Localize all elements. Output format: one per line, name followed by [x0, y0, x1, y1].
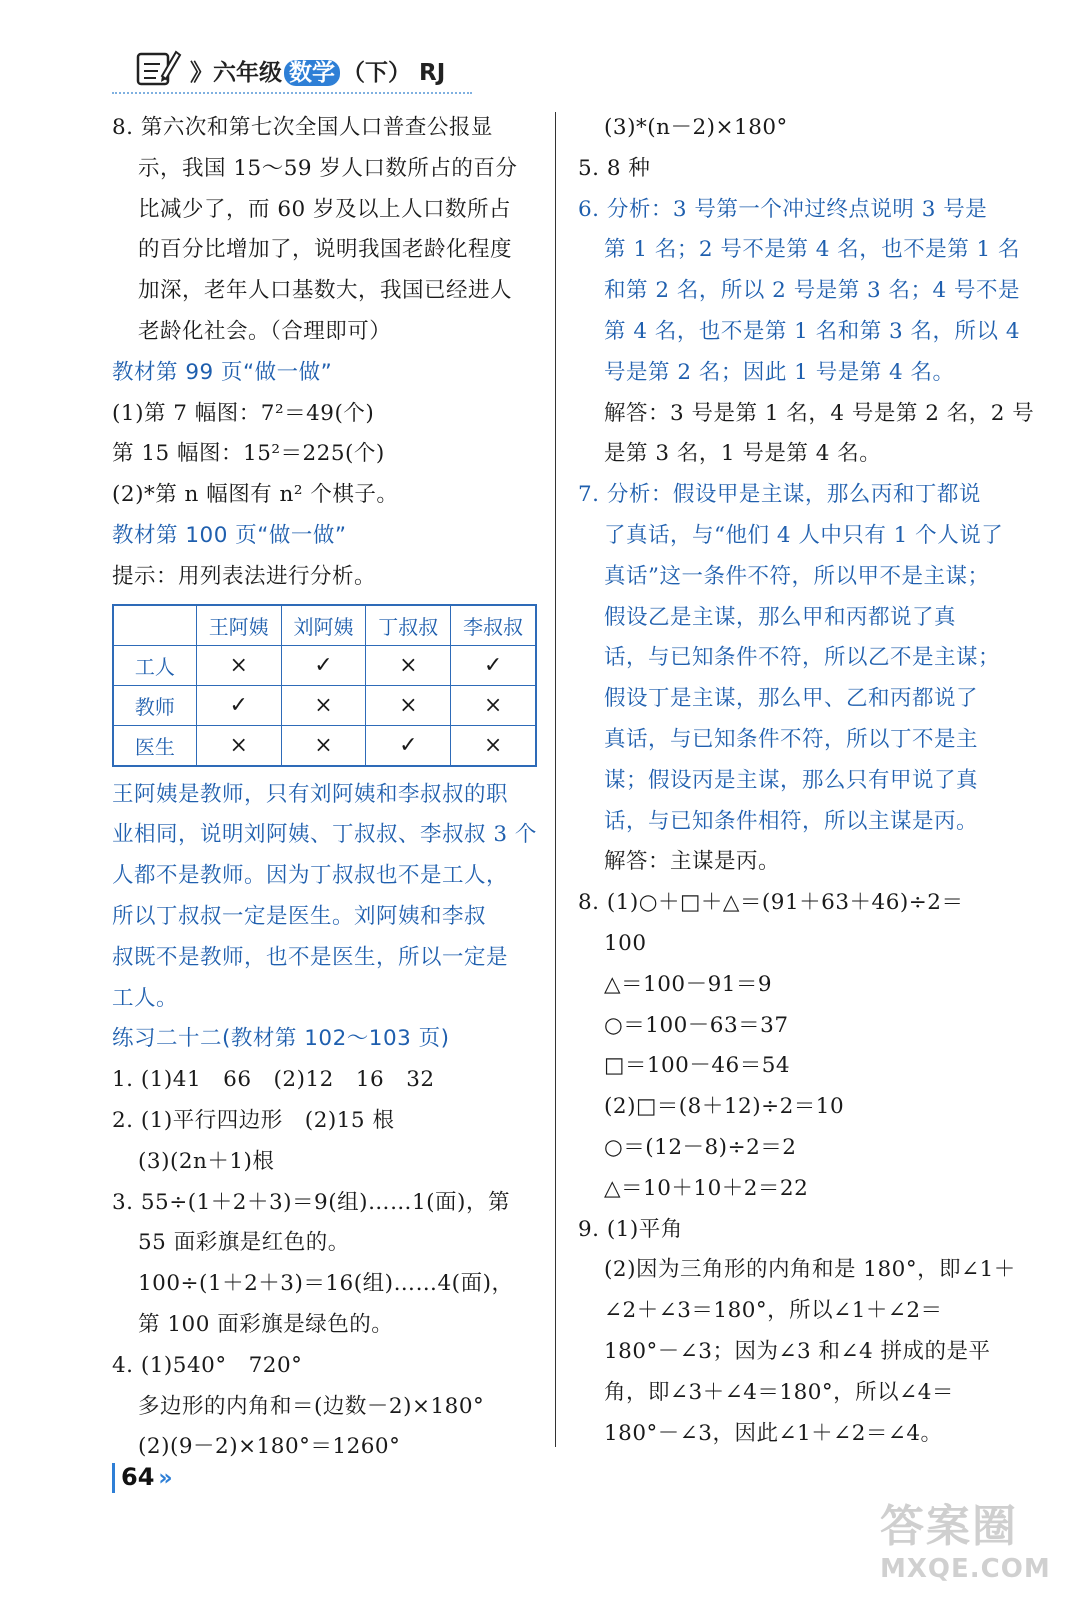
table-corner	[113, 605, 196, 646]
exercise-line: 100÷(1＋2＋3)＝16(组)……4(面)，	[138, 1271, 514, 1297]
table-cell: ×	[366, 685, 451, 725]
explain-line: 工人。	[112, 985, 179, 1011]
table-cell: ×	[366, 645, 451, 685]
page-header	[112, 40, 482, 96]
table-row	[113, 725, 536, 766]
exercise-line: (2)(9－2)×180°＝1260°	[138, 1434, 401, 1460]
q6-answer-line: 是第 3 名，1 号是第 4 名。	[604, 441, 882, 467]
table-cell: ✓	[196, 685, 281, 725]
exercise-line: (3)(2n＋1)根	[138, 1148, 275, 1174]
table-cell: ×	[196, 725, 281, 766]
q9-line: ∠2＋∠3＝180°，所以∠1＋∠2＝	[604, 1298, 943, 1324]
q7-line: 真话”这一条件不符，所以甲不是主谋；	[604, 563, 990, 589]
q8-line: 8. 第六次和第七次全国人口普查公报显	[112, 115, 493, 140]
hint-line: 提示：用列表法进行分析。	[112, 563, 377, 589]
header-prefix: 》六年级	[190, 60, 282, 86]
table-col-header: 李叔叔	[451, 605, 536, 646]
q8-line: 加深，老年人口基数大，我国已经进人	[138, 278, 513, 304]
q7-answer-line: 解答：主谋是丙。	[604, 849, 781, 875]
table-col-header: 丁叔叔	[366, 605, 451, 646]
ans99-line: 第 15 幅图：15²＝225(个)	[112, 441, 385, 467]
q9-line: (2)因为三角形的内角和是 180°，即∠1＋	[604, 1257, 1016, 1283]
exercise-line: 55 面彩旗是红色的。	[138, 1230, 350, 1256]
q7-line: 假设丁是主谋，那么甲、乙和丙都说了	[604, 686, 979, 712]
page-number-text: 64	[121, 1463, 155, 1491]
exercise-line: 多边形的内角和＝(边数－2)×180°	[138, 1393, 485, 1419]
table-row-label: 医生	[113, 725, 196, 766]
table-cell: ×	[281, 725, 366, 766]
right-column	[578, 108, 1035, 1454]
q8-line: □＝100－46＝54	[604, 1053, 791, 1079]
q6-line: 和第 2 名，所以 2 号是第 3 名；4 号不是	[604, 278, 1021, 304]
explain-line: 人都不是教师。因为丁叔叔也不是工人，	[112, 863, 509, 889]
header-subject: 数学	[284, 60, 340, 86]
double-chevron-right-icon: »	[158, 1466, 173, 1491]
column-divider	[555, 112, 556, 1447]
q6-answer-line: 解答：3 号是第 1 名，4 号是第 2 名，2 号	[604, 400, 1035, 426]
explain-line: 叔既不是教师，也不是医生，所以一定是	[112, 944, 509, 970]
q9-line: 180°－∠3；因为∠3 和∠4 拼成的是平	[604, 1338, 991, 1364]
table-cell: ✓	[366, 725, 451, 766]
q8-line: 的百分比增加了，说明我国老龄化程度	[138, 237, 513, 263]
table-header-row	[113, 605, 536, 646]
q8-line: 8. (1)○＋□＋△＝(91＋63＋46)÷2＝	[578, 890, 964, 916]
table-row-label: 教师	[113, 685, 196, 725]
q7-line: 谋；假设丙是主谋，那么只有甲说了真	[604, 767, 979, 793]
watermark	[880, 1490, 1065, 1590]
q8-line: △＝100－91＝9	[604, 971, 773, 997]
explain-line: 所以丁叔叔一定是医生。刘阿姨和李叔	[112, 903, 487, 929]
page-number	[112, 1463, 173, 1493]
table-cell: ×	[281, 685, 366, 725]
q8-line: ○＝100－63＝37	[604, 1012, 789, 1038]
table-cell: ×	[451, 725, 536, 766]
answer-line: (3)*(n－2)×180°	[604, 115, 788, 140]
q8-line: △＝10＋10＋2＝22	[604, 1175, 809, 1201]
q7-line: 了真话，与“他们 4 人中只有 1 个人说了	[604, 522, 1004, 548]
exercise-line: 4. (1)540° 720°	[112, 1352, 303, 1378]
watermark-text: 答案圈	[880, 1501, 1018, 1552]
q6-line: 6. 分析：3 号第一个冲过终点说明 3 号是	[578, 196, 988, 222]
header-suffix: （下） RJ	[342, 60, 446, 86]
exercise-line: 1. (1)41 66 (2)12 16 32	[112, 1067, 435, 1093]
q8-line: 100	[604, 930, 647, 956]
q8-line: 示，我国 15～59 岁人口数所占的百分	[138, 155, 518, 181]
q9-line: 9. (1)平角	[578, 1216, 683, 1242]
answer-line: 5. 8 种	[578, 155, 651, 181]
q8-line: 老龄化社会。（合理即可）	[138, 318, 392, 344]
explain-line: 业相同，说明刘阿姨、丁叔叔、李叔叔 3 个	[112, 822, 537, 848]
q8-line: ○＝(12－8)÷2＝2	[604, 1134, 797, 1160]
page-number-bar	[112, 1463, 115, 1493]
section-heading-100: 教材第 100 页“做一做”	[112, 522, 347, 548]
pencil-notebook-icon	[134, 46, 182, 90]
explain-line: 王阿姨是教师，只有刘阿姨和李叔叔的职	[112, 781, 509, 807]
exercise-line: 2. (1)平行四边形 (2)15 根	[112, 1107, 395, 1133]
table-col-header: 刘阿姨	[281, 605, 366, 646]
table-row-label: 工人	[113, 645, 196, 685]
q7-line: 话，与已知条件不符，所以乙不是主谋；	[604, 645, 1001, 671]
q8-line: 比减少了，而 60 岁及以上人口数所占	[138, 196, 512, 222]
q9-line: 角，即∠3＋∠4＝180°，所以∠4＝	[604, 1379, 954, 1405]
table-col-header: 王阿姨	[196, 605, 281, 646]
exercise-line: 第 100 面彩旗是绿色的。	[138, 1311, 394, 1337]
q7-line: 7. 分析：假设甲是主谋，那么丙和丁都说	[578, 482, 981, 508]
table-cell: ×	[451, 685, 536, 725]
q7-line: 话，与已知条件相符，所以主谋是丙。	[604, 808, 979, 834]
occupation-table	[112, 604, 537, 767]
left-column	[112, 108, 537, 1468]
table-row	[113, 685, 536, 725]
q6-line: 号是第 2 名；因此 1 号是第 4 名。	[604, 359, 955, 385]
q9-line: 180°－∠3，因此∠1＋∠2＝∠4。	[604, 1420, 943, 1446]
section-heading-99: 教材第 99 页“做一做”	[112, 359, 333, 385]
q6-line: 第 4 名，也不是第 1 名和第 3 名，所以 4	[604, 318, 1021, 344]
exercise-line: 3. 55÷(1＋2＋3)＝9(组)……1(面)，第	[112, 1189, 510, 1215]
header-rule	[112, 92, 472, 94]
table-cell: ×	[196, 645, 281, 685]
exercise-heading: 练习二十二(教材第 102～103 页)	[112, 1026, 450, 1052]
table-cell: ✓	[451, 645, 536, 685]
ans99-line: (1)第 7 幅图：7²＝49(个)	[112, 400, 375, 426]
q7-line: 假设乙是主谋，那么甲和丙都说了真	[604, 604, 957, 630]
table-cell: ✓	[281, 645, 366, 685]
watermark-site: MXQE.COM	[880, 1554, 1051, 1584]
header-title	[190, 54, 445, 87]
ans99-line: (2)*第 n 幅图有 n² 个棋子。	[112, 482, 399, 508]
table-row	[113, 645, 536, 685]
q7-line: 真话，与已知条件不符，所以丁不是主	[604, 726, 979, 752]
q8-line: (2)□＝(8＋12)÷2＝10	[604, 1094, 845, 1120]
q6-line: 第 1 名；2 号不是第 4 名，也不是第 1 名	[604, 237, 1021, 263]
